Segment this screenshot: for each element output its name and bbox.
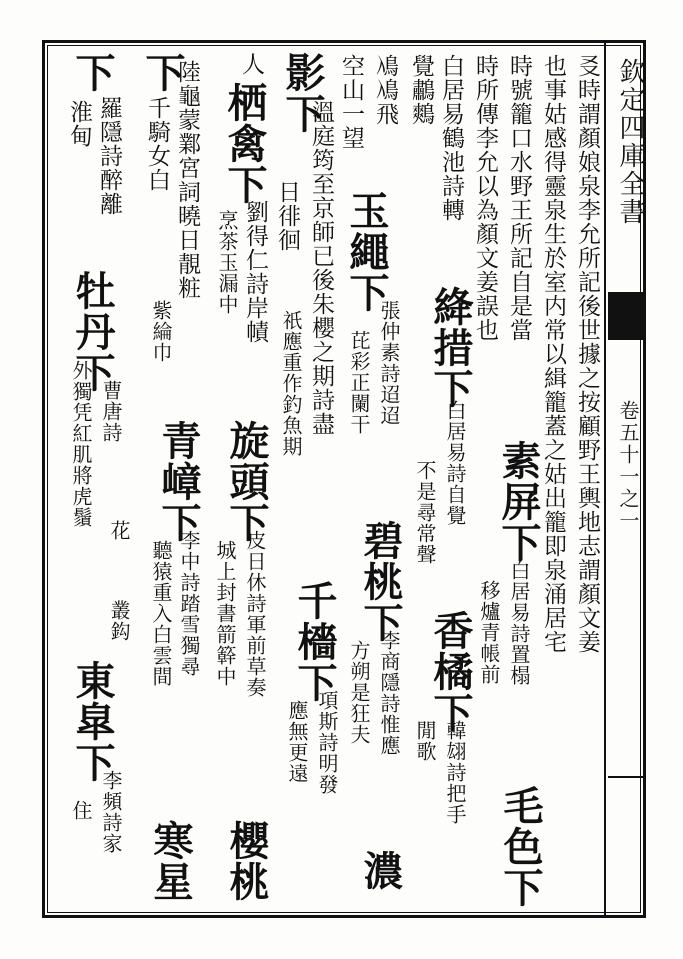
text-column-15: 千騎女白: [144, 96, 170, 192]
text-column-7: 鳰鳰飛: [372, 54, 398, 126]
annotation: 閒歌: [413, 720, 437, 762]
text-column-4: 時所傳李允以為顏文姜誤也: [472, 54, 498, 342]
text-column-8: 空山一望: [338, 54, 364, 150]
annotation: 不是尋常聲: [413, 460, 437, 565]
entry-headword: 濃: [357, 850, 404, 891]
text-column-13: 劉得仁詩岸幘: [242, 200, 268, 344]
gutter-rule: [608, 776, 644, 778]
entry-headword: 旋頭下: [223, 420, 270, 543]
annotation: 城上封書箭簳中: [213, 540, 237, 687]
annotation: 皮日休詩軍前草奏: [243, 530, 267, 698]
text-column-18: 淮甸: [66, 100, 92, 148]
entry-headword: 東皐下: [69, 660, 116, 783]
entry-headword: 香橘下: [427, 610, 474, 733]
annotation: 外獨凭紅肌將虎鬚: [69, 360, 93, 528]
entry-headword: 下: [69, 52, 116, 93]
volume-label: 卷五十一之一: [616, 400, 640, 532]
text-column-10: 日徘徊: [274, 180, 300, 252]
annotation: 項斯詩明發: [315, 690, 339, 795]
entry-headword: 玉繩下: [343, 190, 390, 313]
text-column-6: 覺鷫鷞: [408, 54, 434, 126]
annotation: 白居易詩置榻: [507, 560, 531, 686]
entry-headword: 櫻桃: [223, 820, 270, 902]
annotation: 韓翃詩把手: [443, 720, 467, 825]
text-column-3: 時號籠口水野王所記自是當: [506, 54, 532, 342]
entry-headword: 碧桃下: [357, 520, 404, 643]
annotation: 聽猿重入白雲間: [149, 540, 173, 687]
annotation: 祇應重作釣魚期: [279, 310, 303, 457]
text-column-2: 也事姑感得靈泉生於室内常以緝籠蓋之姑出籠即泉涌居宅: [540, 54, 566, 654]
entry-headword: 青嶂下: [155, 420, 202, 543]
annotation: 李頻詩家: [99, 770, 123, 854]
entry-headword: 毛色下: [497, 785, 544, 908]
annotation: 紫綸巾: [149, 300, 173, 363]
text-column-14: 陸龜蒙鄴宮詞曉日靚粧: [174, 60, 200, 300]
text-column-11: 人: [238, 52, 264, 76]
text-column-1: 㕛時謂顏娘泉李允所記後世據之按顧野王輿地志謂顏文姜: [574, 54, 600, 654]
annotation: 移爐青帳前: [477, 580, 501, 685]
annotation: 李中詩踏雪獨尋: [177, 530, 201, 677]
entry-headword: 牡丹下: [69, 270, 116, 393]
annotation: 住: [69, 800, 93, 821]
annotation: 叢鈎: [107, 600, 131, 642]
text-column-17: 羅隱詩醉離: [96, 96, 122, 216]
annotation: 芘彩正闌干: [347, 330, 371, 435]
entry-headword: 絳措下: [427, 286, 474, 409]
fish-tail-mark: [608, 292, 644, 340]
annotation: 曹唐詩: [99, 380, 123, 443]
annotation: 應無更遠: [285, 700, 309, 784]
annotation: 花: [107, 520, 131, 541]
annotation: 烹茶玉漏中: [215, 210, 239, 315]
annotation: 方朔是狂夫: [347, 640, 371, 745]
entry-headword: 下: [139, 52, 186, 93]
annotation: 李商隱詩惟應: [377, 630, 401, 756]
entry-headword: 栖禽下: [221, 82, 268, 205]
entry-headword: 素屏下: [495, 440, 542, 563]
entry-headword: 千檣下: [291, 580, 338, 703]
entry-headword: 寒星: [147, 820, 194, 902]
entry-headword: 影下: [279, 52, 326, 134]
annotation: 張仲素詩迢迢: [377, 300, 401, 426]
annotation: 白居易詩自覺: [443, 400, 467, 526]
book-title: 欽定四庫全書: [615, 58, 645, 226]
text-column-5: 白居易鶴池詩轉: [438, 54, 464, 222]
text-column-9: 溫庭筠至京師已後朱櫻之期詩盡: [308, 100, 334, 436]
